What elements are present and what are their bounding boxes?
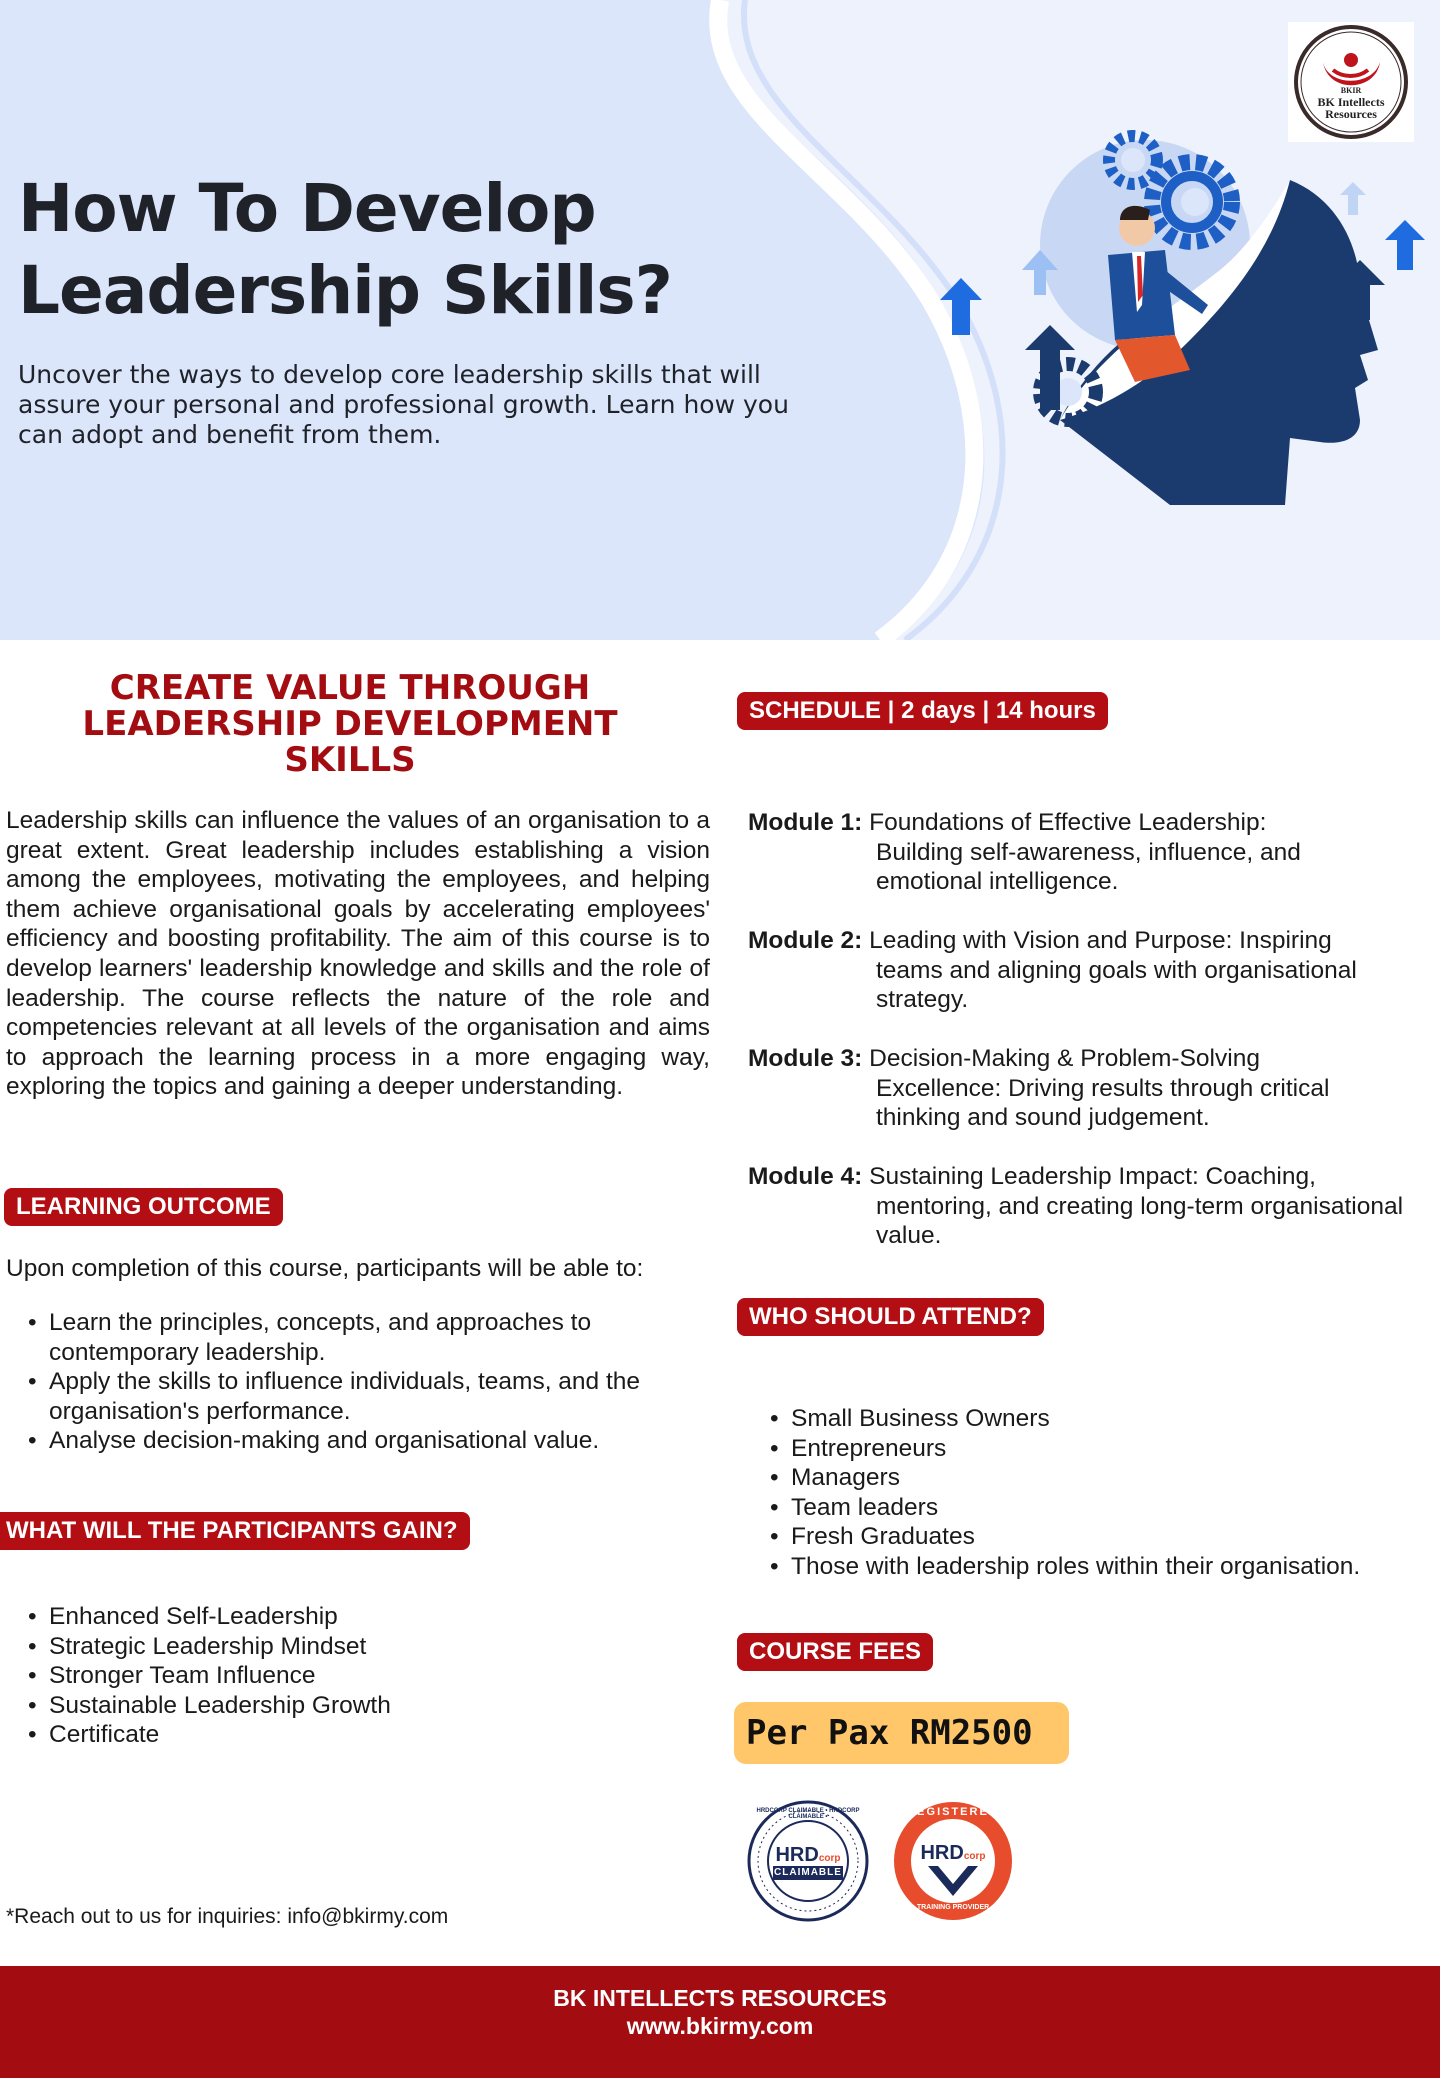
list-item: • Those with leadership roles within their organisation. bbox=[748, 1552, 1428, 1582]
hero-title-line2: Leadership Skills? bbox=[18, 252, 672, 329]
claimable-brand-main: HRD bbox=[775, 1844, 819, 1866]
main-heading-line2: LEADERSHIP DEVELOPMENT bbox=[82, 704, 618, 744]
module-title: Decision-Making & Problem-Solving bbox=[869, 1045, 1260, 1072]
logo-badge-text: BKIR bbox=[1340, 86, 1362, 95]
learning-outcome-heading: LEARNING OUTCOME bbox=[4, 1188, 283, 1226]
footer bbox=[0, 1966, 1440, 2078]
module-title: Sustaining Leadership Impact: Coaching, bbox=[869, 1163, 1316, 1190]
list-item: • Entrepreneurs bbox=[748, 1434, 1428, 1464]
module-3 bbox=[748, 1044, 1408, 1133]
main-heading-line1: CREATE VALUE THROUGH bbox=[109, 668, 591, 708]
hero-title-line1: How To Develop bbox=[18, 170, 596, 247]
list-item: • Fresh Graduates bbox=[748, 1522, 1428, 1552]
module-4 bbox=[748, 1162, 1408, 1251]
module-description: Excellence: Driving results through critical thinking and sound judgement. bbox=[876, 1074, 1330, 1132]
list-item: • Certificate bbox=[6, 1720, 606, 1750]
list-item: • Small Business Owners bbox=[748, 1404, 1428, 1434]
course-fee-price: Per Pax RM2500 bbox=[734, 1702, 1069, 1764]
module-title: Leading with Vision and Purpose: Inspiring bbox=[869, 927, 1332, 954]
hero-banner bbox=[0, 0, 1440, 640]
module-label: Module 2: bbox=[748, 927, 863, 954]
gear-icon bbox=[1181, 188, 1209, 216]
list-item: • Sustainable Leadership Growth bbox=[6, 1691, 606, 1721]
claimable-label: CLAIMABLE bbox=[774, 1867, 842, 1878]
claimable-ring-text: HRDCORP CLAIMABLE • HRDCORP CLAIMABLE • bbox=[756, 1808, 860, 1820]
arrow-up-icon bbox=[1340, 182, 1366, 215]
arrow-up-icon bbox=[940, 278, 982, 335]
main-heading-line3: SKILLS bbox=[284, 740, 416, 780]
module-description: teams and aligning goals with organisational strategy. bbox=[876, 956, 1357, 1014]
course-intro: Leadership skills can influence the values of an organisation to a great extent. Great leadership includes establishing a vision among the employees, motivating the employees, and helping them achieve organisational goals by accelerating employees' efficiency and boosting profitability. The aim of this course is to develop learners' leadership knowledge and skills and the role of leadership. The course reflects the nature of the role and competencies relevant at all levels of the organisation and aims to approach the learning process in a more engaging way, exploring the topics and gaining a deeper understanding. bbox=[6, 807, 710, 1101]
learning-outcome-list bbox=[6, 1308, 706, 1456]
list-item: • Managers bbox=[748, 1463, 1428, 1493]
module-label: Module 4: bbox=[748, 1163, 863, 1190]
schedule-heading: SCHEDULE | 2 days | 14 hours bbox=[737, 692, 1108, 730]
hero-subtitle: Uncover the ways to develop core leadership skills that will assure your personal and professional growth. Learn how you can adopt and benefit from them. bbox=[18, 360, 789, 449]
list-item: • Analyse decision-making and organisational value. bbox=[6, 1426, 706, 1456]
claimable-brand-suffix: corp bbox=[818, 1853, 841, 1864]
logo-name bbox=[1288, 96, 1414, 120]
arrow-up-icon bbox=[1385, 220, 1425, 270]
attend-heading: WHO SHOULD ATTEND? bbox=[737, 1298, 1044, 1336]
module-label: Module 1: bbox=[748, 809, 863, 836]
company-logo bbox=[1288, 22, 1414, 142]
gain-list bbox=[6, 1602, 606, 1750]
hero-title bbox=[18, 168, 672, 332]
registered-bottom-text: TRAINING PROVIDER bbox=[916, 1904, 990, 1911]
gain-heading: WHAT WILL THE PARTICIPANTS GAIN? bbox=[0, 1512, 470, 1550]
footer-company: BK INTELLECTS RESOURCES bbox=[553, 1985, 887, 2011]
logo-name-line1: BK Intellects bbox=[1317, 95, 1385, 109]
course-fees-heading: COURSE FEES bbox=[737, 1633, 933, 1671]
registered-brand-suffix: corp bbox=[963, 1851, 986, 1862]
learning-outcome-lead: Upon completion of this course, participants will be able to: bbox=[6, 1255, 644, 1282]
registered-brand-main: HRD bbox=[920, 1842, 964, 1864]
list-item: • Stronger Team Influence bbox=[6, 1661, 606, 1691]
hrdcorp-claimable-badge bbox=[747, 1800, 869, 1922]
inquiry-note: *Reach out to us for inquiries: info@bkirmy.com bbox=[6, 1905, 449, 1928]
hrdcorp-registered-badge bbox=[892, 1800, 1014, 1922]
module-title: Foundations of Effective Leadership: bbox=[869, 809, 1267, 836]
list-item: • Team leaders bbox=[748, 1493, 1428, 1523]
list-item: • Learn the principles, concepts, and approaches to contemporary leadership. bbox=[6, 1308, 706, 1367]
module-label: Module 3: bbox=[748, 1045, 863, 1072]
main-heading bbox=[30, 670, 670, 778]
list-item: • Enhanced Self-Leadership bbox=[6, 1602, 606, 1632]
registered-brand bbox=[892, 1842, 1014, 1865]
leadership-illustration bbox=[940, 120, 1440, 520]
list-item: • Apply the skills to influence individuals, teams, and the organisation's performance. bbox=[6, 1367, 706, 1426]
footer-website[interactable]: www.bkirmy.com bbox=[626, 2013, 814, 2039]
claimable-brand bbox=[747, 1844, 869, 1867]
module-description: mentoring, and creating long-term organisational value. bbox=[876, 1192, 1404, 1250]
logo-name-line2: Resources bbox=[1325, 107, 1377, 121]
module-description: Building self-awareness, influence, and emotional intelligence. bbox=[876, 838, 1301, 896]
list-item: • Strategic Leadership Mindset bbox=[6, 1632, 606, 1662]
registered-top-text: REGISTERED bbox=[907, 1806, 999, 1818]
module-1 bbox=[748, 808, 1408, 897]
module-2 bbox=[748, 926, 1408, 1015]
attend-list bbox=[748, 1404, 1428, 1582]
